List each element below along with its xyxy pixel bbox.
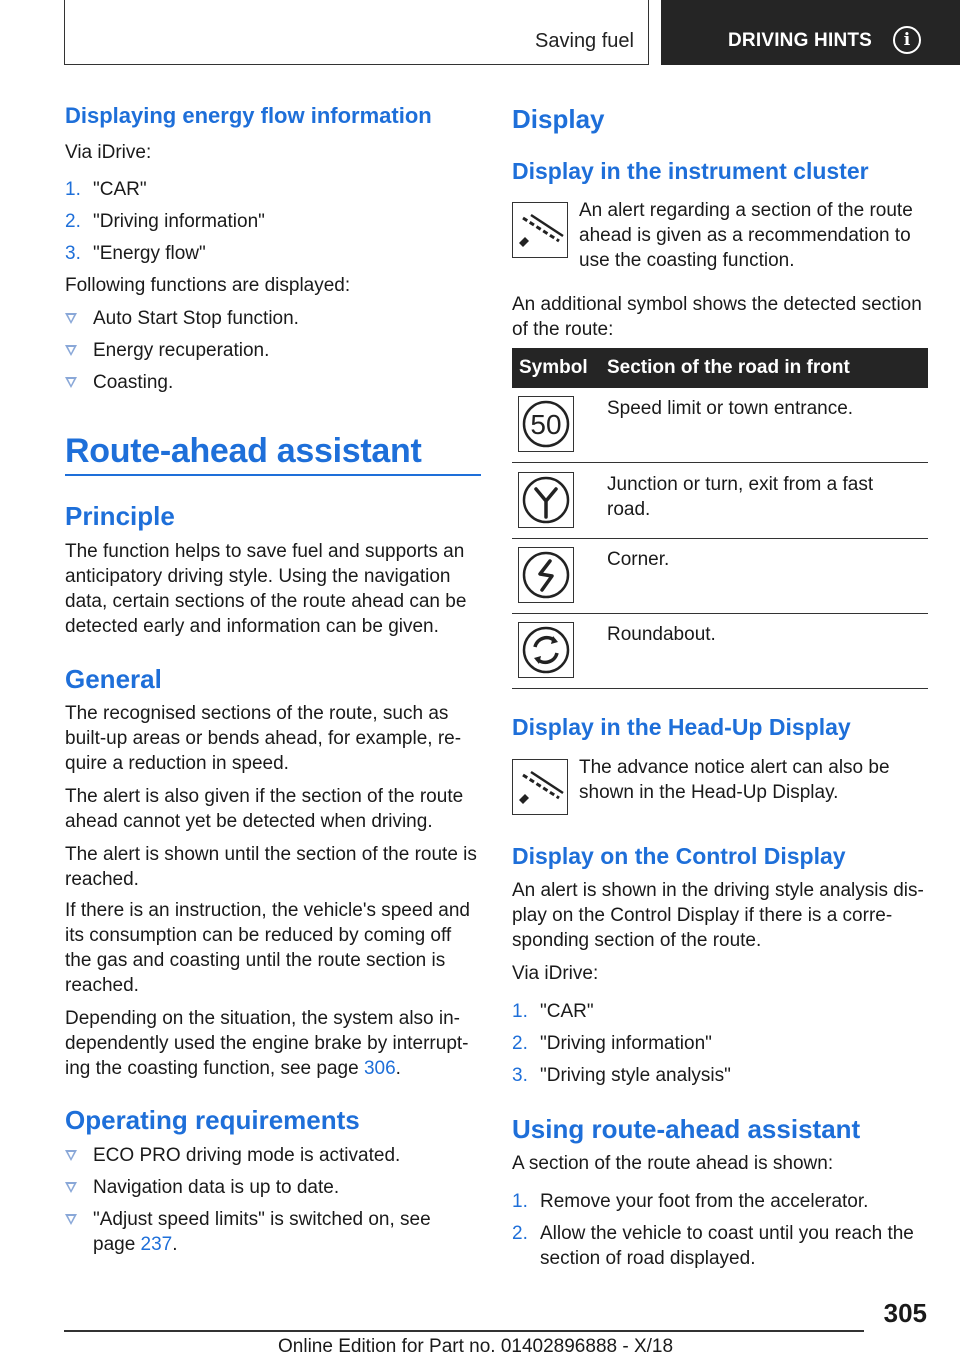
- table-cell-text: Roundabout.: [607, 624, 716, 645]
- general-paragraph-1: The recognised sections of the route, such as built-up areas or bends ahead, for example, re‐quire a reduction in speed.: [65, 703, 462, 774]
- bullet-triangle-icon: [65, 1182, 77, 1193]
- page-link-237[interactable]: 237: [140, 1234, 173, 1255]
- general-paragraph-2: The alert is also given if the section of the route ahead cannot yet be detected when driving.: [65, 786, 464, 832]
- general-heading: General: [65, 664, 162, 694]
- using-text: A section of the route ahead is shown:: [512, 1153, 834, 1174]
- footer-edition-text: Online Edition for Part no. 01402896888 - X/18: [278, 1336, 674, 1357]
- table-cell-text: Junction or turn, exit from a fast road.: [607, 474, 874, 520]
- principle-heading: Principle: [65, 501, 175, 531]
- energy-following-text: Following functions are displayed:: [65, 275, 351, 296]
- header-section-box: [64, 0, 649, 65]
- heading-rule: [65, 474, 481, 476]
- bullet-triangle-icon: [65, 313, 77, 324]
- table-row: [512, 614, 928, 689]
- page-link-306[interactable]: 306: [363, 1058, 396, 1079]
- display-heading: Display: [512, 104, 605, 134]
- table-cell-text: Speed limit or town entrance.: [607, 398, 854, 419]
- table-row: [512, 539, 928, 614]
- additional-symbol-text: An additional symbol shows the detected section of the route:: [512, 294, 922, 340]
- control-via-text: Via iDrive:: [512, 963, 599, 984]
- table-header-symbol: Symbol: [519, 357, 588, 378]
- svg-text:50: 50: [530, 409, 562, 440]
- table-header-section: Section of the road in front: [607, 357, 850, 378]
- control-display-heading: Display on the Control Display: [512, 843, 846, 869]
- bullet-triangle-icon: [65, 377, 77, 388]
- speed-limit-50-icon: [518, 396, 574, 452]
- coasting-alert-icon: [512, 202, 568, 258]
- bullet-triangle-icon: [65, 1214, 77, 1225]
- using-route-ahead-heading: Using route-ahead assistant: [512, 1114, 861, 1144]
- header-section-title: Saving fuel: [535, 30, 634, 52]
- route-ahead-heading: Route-ahead assistant: [65, 432, 422, 470]
- header-chapter-box: [661, 0, 960, 65]
- symbol-table-header: [512, 348, 928, 388]
- hud-text: The advance notice alert can also be shown in the Head-Up Display.: [579, 757, 890, 803]
- principle-text: The function helps to save fuel and supports an anticipatory driving style. Using the navigation data, certain sections of the route ahead can be detected early and information can be given.: [65, 541, 467, 637]
- bullet-triangle-icon: [65, 1150, 77, 1161]
- hud-heading: Display in the Head-Up Display: [512, 714, 851, 740]
- coasting-alert-icon: [512, 759, 568, 815]
- control-display-text: An alert is shown in the driving style analysis dis‐play on the Control Display if there is a corre‐sponding section of the route.: [512, 880, 924, 951]
- junction-icon: [518, 472, 574, 528]
- energy-via-text: Via iDrive:: [65, 142, 152, 163]
- energy-flow-heading: Displaying energy flow information: [65, 103, 432, 128]
- instrument-cluster-heading: Display in the instrument cluster: [512, 158, 869, 184]
- cluster-text: An alert regarding a section of the route ahead is given as a recommendation to use the coasting function.: [579, 200, 913, 271]
- bullet-triangle-icon: [65, 345, 77, 356]
- table-row: [512, 388, 928, 463]
- info-icon: i: [893, 26, 921, 54]
- page-number: 305: [883, 1298, 927, 1328]
- general-paragraph-5: Depending on the situation, the system also in‐dependently used the engine brake by interrupt‐ing the coasting function, see page 306.: [65, 1008, 469, 1079]
- general-paragraph-4: If there is an instruction, the vehicle's speed and its consumption can be reduced by coming off the gas and coasting until the route section is reached.: [65, 900, 470, 996]
- table-cell-text: Corner.: [607, 549, 670, 570]
- corner-icon: [518, 547, 574, 603]
- footer-rule: [64, 1330, 864, 1332]
- header-chapter-title: DRIVING HINTS: [728, 30, 873, 51]
- general-paragraph-3: The alert is shown until the section of the route is reached.: [65, 844, 477, 890]
- table-row: [512, 464, 928, 539]
- roundabout-icon: [518, 622, 574, 678]
- operating-requirements-heading: Operating requirements: [65, 1105, 360, 1135]
